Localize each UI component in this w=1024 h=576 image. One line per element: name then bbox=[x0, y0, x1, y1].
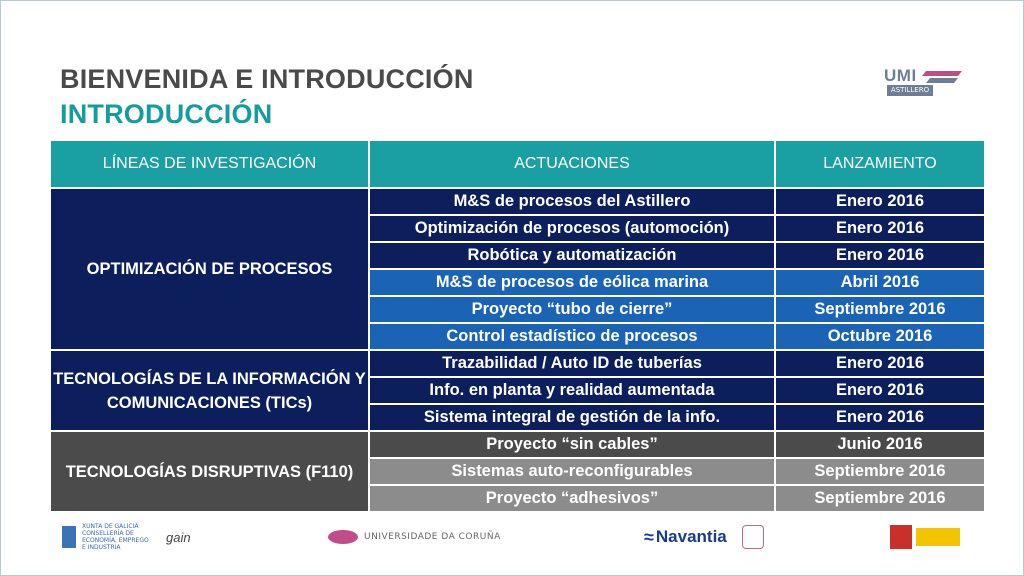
gobierno-logo bbox=[890, 519, 960, 555]
group-cell-tics: TECNOLOGÍAS DE LA INFORMACIÓN Y COMUNICACIONES (TICs) bbox=[50, 350, 369, 431]
action-cell: Sistemas auto-reconfigurables bbox=[369, 458, 775, 485]
launch-cell: Enero 2016 bbox=[775, 404, 985, 431]
udc-logo bbox=[328, 519, 501, 555]
udc-logo-text: UNIVERSIDADE DA CORUÑA bbox=[364, 532, 501, 542]
action-cell: Trazabilidad / Auto ID de tuberías bbox=[369, 350, 775, 377]
launch-cell: Enero 2016 bbox=[775, 242, 985, 269]
umi-logo bbox=[884, 66, 964, 105]
launch-cell: Enero 2016 bbox=[775, 188, 985, 215]
launch-cell: Enero 2016 bbox=[775, 215, 985, 242]
column-header-actions: ACTUACIONES bbox=[369, 140, 775, 188]
table-header-row bbox=[50, 140, 985, 188]
column-header-lines: LÍNEAS DE INVESTIGACIÓN bbox=[50, 140, 369, 188]
research-lines-table bbox=[50, 140, 985, 512]
navantia-logo-text: Navantia bbox=[655, 527, 727, 546]
xunta-logo-subtext: CONSELLERÍA DE ECONOMÍA, EMPREGO E INDUSTRIA bbox=[82, 530, 149, 551]
xunta-logo bbox=[62, 519, 154, 555]
action-cell: M&S de procesos de eólica marina bbox=[369, 269, 775, 296]
slide-subtitle: INTRODUCCIÓN bbox=[60, 99, 273, 129]
table-row bbox=[50, 188, 985, 215]
action-cell: Control estadístico de procesos bbox=[369, 323, 775, 350]
seal-emblem-icon bbox=[742, 525, 764, 549]
action-cell: M&S de procesos del Astillero bbox=[369, 188, 775, 215]
udc-emblem-icon bbox=[328, 530, 358, 544]
navantia-wave-icon: ≈ bbox=[644, 526, 654, 547]
xunta-shield-icon bbox=[62, 526, 76, 548]
table-row bbox=[50, 431, 985, 458]
column-header-launch: LANZAMIENTO bbox=[775, 140, 985, 188]
action-cell: Proyecto “sin cables” bbox=[369, 431, 775, 458]
umi-logo-subtitle: ASTILLERO 4.0 bbox=[887, 85, 933, 96]
xunta-logo-text: XUNTA DE GALICIA bbox=[82, 523, 139, 530]
launch-cell: Septiembre 2016 bbox=[775, 458, 985, 485]
launch-cell: Junio 2016 bbox=[775, 431, 985, 458]
launch-cell: Enero 2016 bbox=[775, 377, 985, 404]
umi-logo-wings-icon bbox=[922, 68, 964, 86]
spain-coat-of-arms-icon bbox=[890, 525, 912, 549]
action-cell: Robótica y automatización bbox=[369, 242, 775, 269]
umi-logo-text: UMI bbox=[884, 66, 917, 85]
launch-cell: Septiembre 2016 bbox=[775, 296, 985, 323]
action-cell: Proyecto “adhesivos” bbox=[369, 485, 775, 512]
action-cell: Info. en planta y realidad aumentada bbox=[369, 377, 775, 404]
action-cell: Optimización de procesos (automoción) bbox=[369, 215, 775, 242]
ministry-banner-icon bbox=[916, 528, 960, 546]
slide-title: BIENVENIDA E INTRODUCCIÓN bbox=[60, 64, 474, 94]
launch-cell: Enero 2016 bbox=[775, 350, 985, 377]
launch-cell: Abril 2016 bbox=[775, 269, 985, 296]
seal-logo bbox=[742, 519, 764, 555]
group-cell-disruptivas: TECNOLOGÍAS DISRUPTIVAS (F110) bbox=[50, 431, 369, 512]
gain-logo bbox=[166, 519, 191, 555]
navantia-logo bbox=[644, 519, 727, 555]
action-cell: Sistema integral de gestión de la info. bbox=[369, 404, 775, 431]
action-cell: Proyecto “tubo de cierre” bbox=[369, 296, 775, 323]
footer-logos bbox=[0, 519, 1024, 559]
gain-logo-text: gain bbox=[166, 529, 191, 545]
launch-cell: Septiembre 2016 bbox=[775, 485, 985, 512]
launch-cell: Octubre 2016 bbox=[775, 323, 985, 350]
group-cell-optimizacion: OPTIMIZACIÓN DE PROCESOS bbox=[50, 188, 369, 350]
table-row bbox=[50, 350, 985, 377]
